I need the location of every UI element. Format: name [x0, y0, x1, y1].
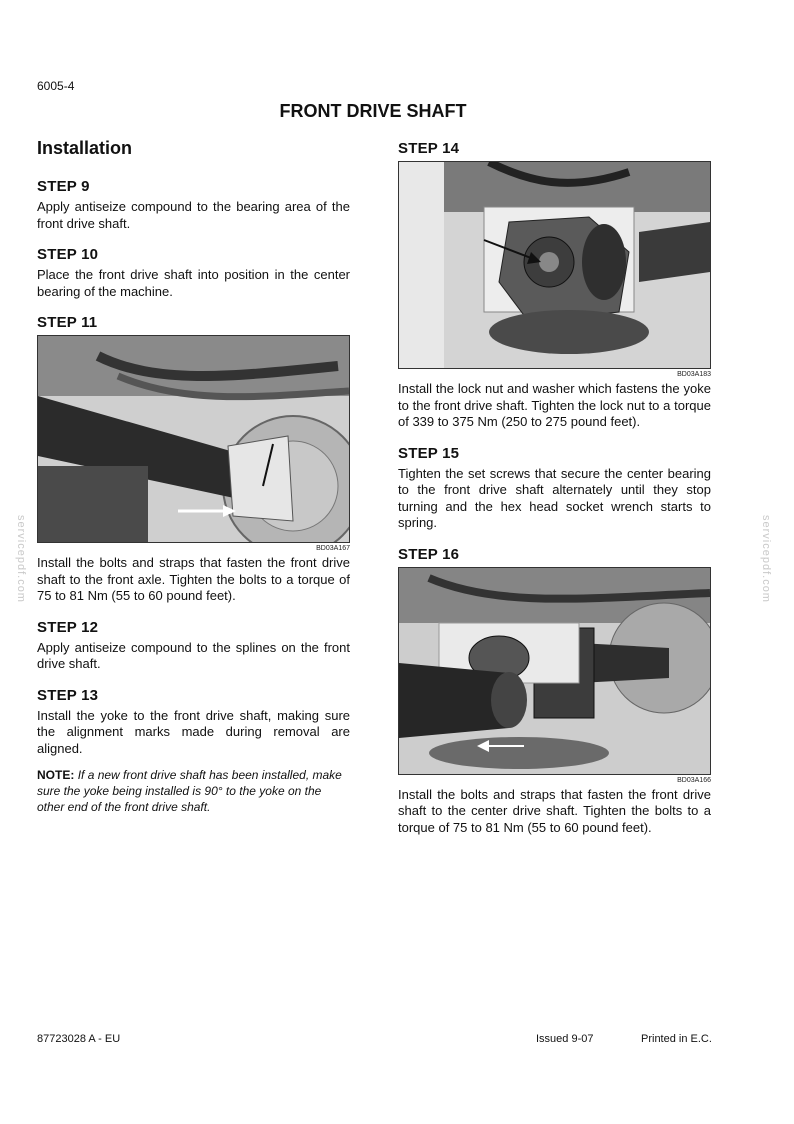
step-10-text: Place the front drive shaft into position in the center bearing of the machine. — [37, 267, 350, 299]
step-14-text: Install the lock nut and washer which fastens the yoke to the front drive shaft. Tighten the lock nut to a torque of 339 to 375 Nm (250 to 275 pound feet). — [398, 381, 711, 429]
footer-issued: Issued 9-07 — [536, 1033, 594, 1045]
step-13-heading: STEP 13 — [37, 686, 99, 704]
step-14-photo — [398, 161, 711, 369]
note-label: NOTE: — [37, 768, 75, 782]
step-12-text: Apply antiseize compound to the splines on the front drive shaft. — [37, 639, 350, 671]
note-text: If a new front drive shaft has been installed, make sure the yoke being installed is 90° to the yoke on the other end of the front drive shaft. — [37, 768, 342, 814]
step-10-heading: STEP 10 — [37, 246, 99, 263]
step-15-heading: STEP 15 — [398, 444, 460, 462]
note — [37, 767, 350, 815]
step-13-text: Install the yoke to the front drive shaft, making sure the alignment marks made during removal are aligned. — [37, 707, 350, 756]
page-number: 6005-4 — [37, 79, 75, 93]
right-column — [398, 138, 711, 850]
step-11-heading: STEP 11 — [37, 314, 98, 331]
section-heading: Installation — [37, 138, 133, 158]
step-9-text: Apply antiseize compound to the bearing area of the front drive shaft. — [37, 199, 350, 231]
step-11-photo — [37, 335, 350, 543]
step-16-photo — [398, 567, 711, 775]
step-14-heading: STEP 14 — [398, 140, 460, 157]
watermark-right: servicepdf.com — [760, 515, 772, 603]
watermark-left: servicepdf.com — [15, 515, 27, 603]
figure-code: BD03A183 — [677, 371, 711, 378]
step-16-text: Install the bolts and straps that fasten the front drive shaft to the center drive shaft. Tighten the bolts to a torque of 75 to 81 Nm (55 to 60 pound feet). — [398, 786, 711, 835]
step-12-heading: STEP 12 — [37, 618, 99, 636]
figure-code: BD03A167 — [316, 545, 350, 552]
figure-code: BD03A166 — [677, 776, 711, 784]
step-11-text: Install the bolts and straps that fasten the front drive shaft to the front axle. Tighten the bolts to a torque of 75 to 81 Nm (55 to 60 pound feet). — [37, 555, 350, 603]
page-title: FRONT DRIVE SHAFT — [279, 101, 467, 121]
left-column — [37, 138, 350, 815]
step-15-text: Tighten the set screws that secure the center bearing to the front drive shaft alternately until they stop turning and the hex head socket wrench starts to spring. — [398, 465, 711, 530]
footer-doc-number: 87723028 A - EU — [37, 1033, 121, 1045]
step-16-heading: STEP 16 — [398, 545, 460, 563]
footer-printed: Printed in E.C. — [641, 1033, 712, 1045]
step-9-heading: STEP 9 — [37, 178, 90, 195]
